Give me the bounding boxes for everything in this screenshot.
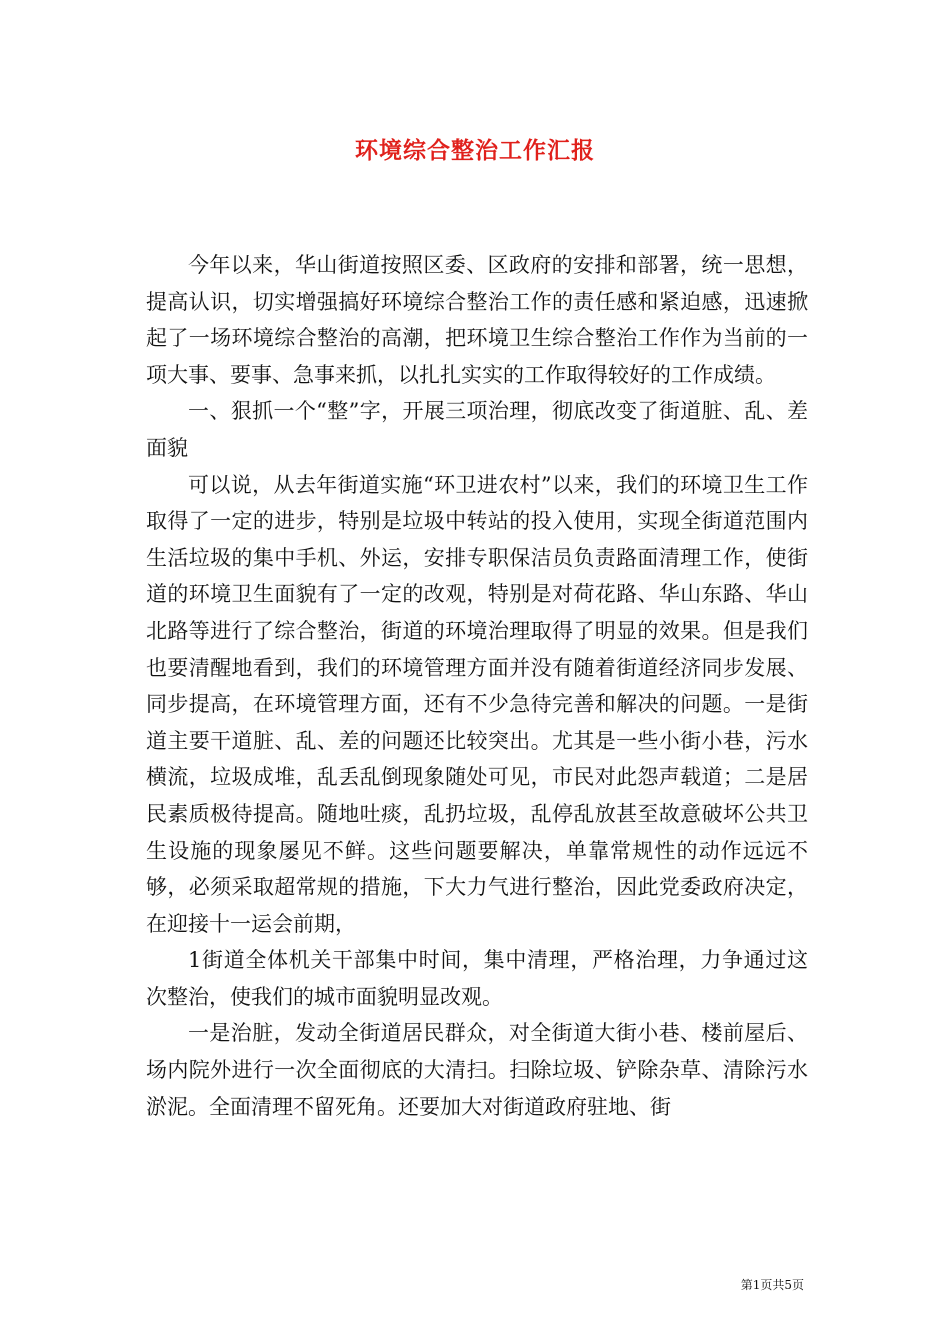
page-number: 第1页共5页 <box>740 1278 804 1292</box>
document-body <box>146 247 808 1125</box>
paragraph-intro: 今年以来，华山街道按照区委、区政府的安排和部署，统一思想，提高认识，切实增强搞好环境综合整治工作的责任感和紧迫感，迅速掀起了一场环境综合整治的高潮，把环境卫生综合整治工作作为当前的一项大事、要事、急事来抓，以扎扎实实的工作取得较好的工作成绩。 <box>146 253 808 387</box>
paragraph-background: 可以说，从去年街道实施“环卫进农村”以来，我们的环境卫生工作取得了一定的进步，特别是垃圾中转站的投入使用，实现全街道范围内生活垃圾的集中手机、外运，安排专职保洁员负责路面清理工作，使街道的环境卫生面貌有了一定的改观，特别是对荷花路、华山东路、华山北路等进行了综合整治，街道的环境治理取得了明显的效果。但是我们也要清醒地看到，我们的环境管理方面并没有随着街道经济同步发展、同步提高，在环境管理方面，还有不少急待完善和解决的问题。一是街道主要干道脏、乱、差的问题还比较突出。尤其是一些小街小巷，污水横流，垃圾成堆，乱丢乱倒现象随处可见，市民对此怨声载道；二是居民素质极待提高。随地吐痰，乱扔垃圾，乱停乱放甚至故意破坏公共卫生设施的现象屡见不鲜。这些问题要解决，单靠常规性的动作远远不够，必须采取超常规的措施，下大力气进行整治，因此党委政府决定，在迎接十一运会前期， <box>146 472 808 936</box>
document-title: 环境综合整治工作汇报 <box>355 137 595 164</box>
paragraph-item-1: 1街道全体机关干部集中时间，集中清理，严格治理，力争通过这次整治，使我们的城市面貌明显改观。 <box>146 948 808 1009</box>
section-heading-1: 一、狠抓一个“整”字，开展三项治理，彻底改变了街道脏、乱、差面貌 <box>146 399 808 460</box>
paragraph-zhizang: 一是治脏，发动全街道居民群众，对全街道大街小巷、楼前屋后、场内院外进行一次全面彻底的大清扫。扫除垃圾、铲除杂草、清除污水淤泥。全面清理不留死角。还要加大对街道政府驻地、街 <box>146 1021 808 1119</box>
